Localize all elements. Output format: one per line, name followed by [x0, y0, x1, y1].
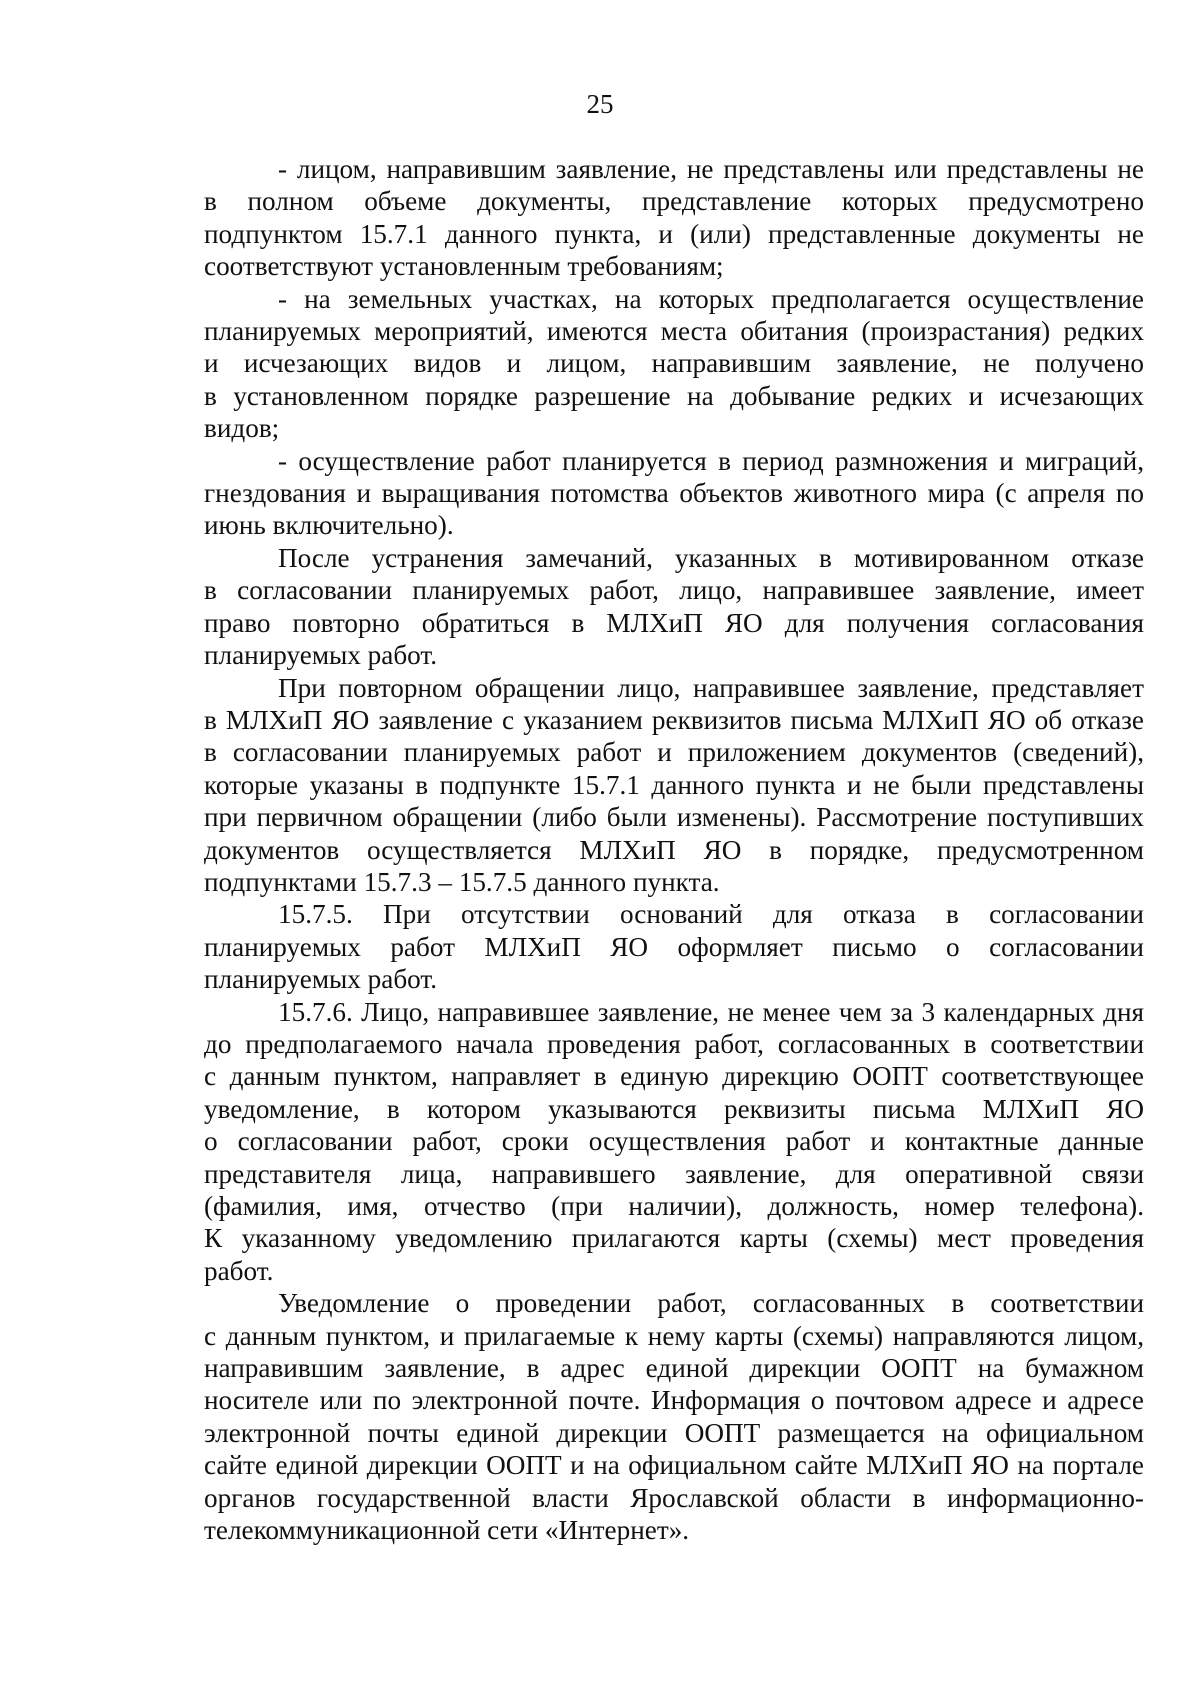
paragraph [204, 542, 1144, 672]
text-line: в установленном порядке разрешение на добывание редких и исчезающих [204, 380, 1144, 411]
text-line: органов государственной власти Ярославской области в информационно- [204, 1482, 1144, 1513]
text-line: сайте единой дирекции ООПТ и на официальном сайте МЛХиП ЯО на портале [204, 1450, 1144, 1481]
text-line: право повторно обратиться в МЛХиП ЯО для получения согласования [204, 607, 1144, 638]
text-line: которые указаны в подпункте 15.7.1 данного пункта и не были представлены [204, 769, 1144, 800]
paragraph [204, 283, 1144, 445]
text-line: в согласовании планируемых работ и приложением документов (сведений), [204, 737, 1144, 768]
paragraph [204, 1287, 1144, 1546]
text-line: и исчезающих видов и лицом, направившим заявление, не получено [204, 348, 1144, 379]
document-body [204, 153, 1144, 1546]
paragraph [204, 996, 1144, 1288]
text-line: 15.7.6. Лицо, направившее заявление, не менее чем за 3 календарных дня [278, 996, 1144, 1027]
text-line: (фамилия, имя, отчество (при наличии), должность, номер телефона). [204, 1191, 1144, 1221]
text-line: июнь включительно). [204, 510, 454, 541]
text-line: работ. [204, 1255, 274, 1286]
text-line: гнездования и выращивания потомства объектов животного мира (с апреля по [204, 478, 1144, 509]
text-line: После устранения замечаний, указанных в мотивированном отказе [278, 542, 1144, 573]
paragraph [204, 672, 1144, 899]
text-line: планируемых работ. [204, 964, 438, 995]
text-line: телекоммуникационной сети «Интернет». [204, 1515, 690, 1546]
page-number: 25 [586, 89, 614, 119]
text-line: - на земельных участках, на которых предполагается осуществление [278, 283, 1144, 314]
paragraph [204, 153, 1144, 283]
text-line: направившим заявление, в адрес единой дирекции ООПТ на бумажном [204, 1353, 1144, 1384]
text-line: соответствуют установленным требованиям; [204, 251, 724, 282]
text-line: - лицом, направившим заявление, не представлены или представлены не [278, 154, 1144, 184]
text-line: в МЛХиП ЯО заявление с указанием реквизитов письма МЛХиП ЯО об отказе [204, 704, 1144, 735]
text-line: Уведомление о проведении работ, согласованных в соответствии [278, 1288, 1144, 1319]
text-line: носителе или по электронной почте. Информация о почтовом адресе и адресе [204, 1385, 1144, 1416]
text-line: При повторном обращении лицо, направившее заявление, представляет [278, 672, 1144, 703]
text-line: с данным пунктом, направляет в единую дирекцию ООПТ соответствующее [204, 1061, 1144, 1092]
text-line: подпунктом 15.7.1 данного пункта, и (или) представленные документы не [204, 218, 1144, 249]
text-line: подпунктами 15.7.3 – 15.7.5 данного пункта. [204, 866, 720, 897]
text-line: документов осуществляется МЛХиП ЯО в порядке, предусмотренном [204, 834, 1144, 865]
text-line: 15.7.5. При отсутствии оснований для отказа в согласовании [278, 899, 1144, 930]
text-line: уведомление, в котором указываются реквизиты письма МЛХиП ЯО [204, 1093, 1144, 1124]
text-line: с данным пунктом, и прилагаемые к нему карты (схемы) направляются лицом, [204, 1320, 1144, 1351]
text-line: планируемых работ МЛХиП ЯО оформляет письмо о согласовании [204, 931, 1144, 962]
text-line: планируемых работ. [204, 640, 438, 671]
text-line: К указанному уведомлению прилагаются карты (схемы) мест проведения [204, 1223, 1144, 1254]
paragraph [204, 445, 1144, 542]
text-line: планируемых мероприятий, имеются места обитания (произрастания) редких [204, 316, 1144, 347]
paragraph [204, 898, 1144, 995]
text-line: видов; [204, 413, 280, 444]
text-line: при первичном обращении (либо были изменены). Рассмотрение поступивших [204, 802, 1144, 833]
text-line: в согласовании планируемых работ, лицо, направившее заявление, имеет [204, 575, 1144, 606]
text-line: представителя лица, направившего заявление, для оперативной связи [204, 1158, 1144, 1189]
text-line: электронной почты единой дирекции ООПТ размещается на официальном [204, 1417, 1144, 1448]
text-line: - осуществление работ планируется в период размножения и миграций, [278, 445, 1144, 476]
text-line: о согласовании работ, сроки осуществления работ и контактные данные [204, 1126, 1144, 1157]
text-line: в полном объеме документы, представление которых предусмотрено [204, 186, 1144, 217]
text-line: до предполагаемого начала проведения работ, согласованных в соответствии [204, 1028, 1144, 1059]
